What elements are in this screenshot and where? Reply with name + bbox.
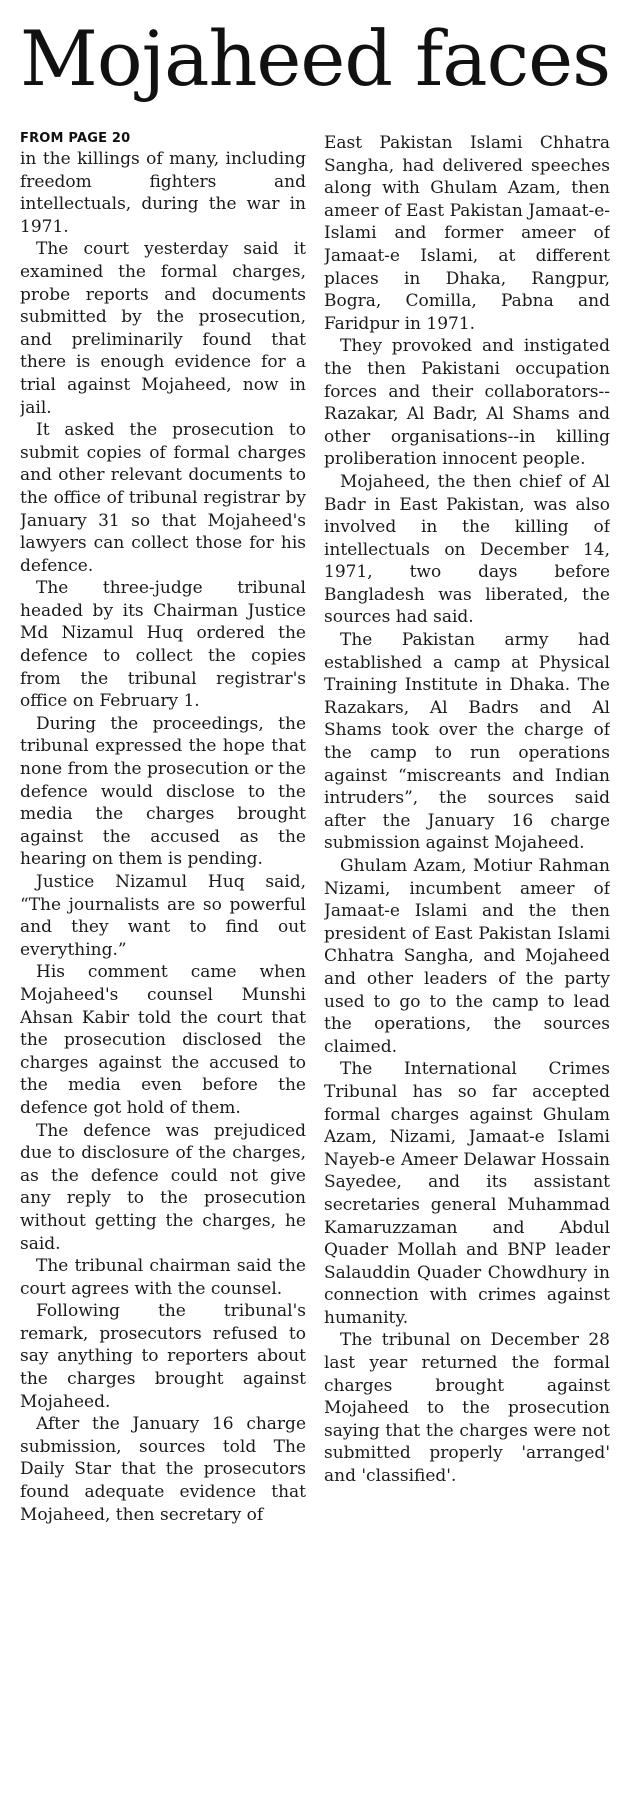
paragraph: East Pakistan Islami Chhatra Sangha, had delivered speeches along with Ghulam Azam, then ameer of East Pakistan Jamaat-e-Islami and former ameer of Jamaat-e Islami, at different places in Dhaka, Rangpur, Bogra, Comilla, Pabna and Faridpur in 1971. bbox=[324, 133, 610, 334]
paragraph: They provoked and instigated the then Pakistani occupation forces and their collaborators--Razakar, Al Badr, Al Shams and other organisations--in killing proliberation innocent people. bbox=[324, 336, 610, 470]
paragraph: The International Crimes Tribunal has so far accepted formal charges against Ghulam Azam, Nizami, Jamaat-e Islami Nayeb-e Ameer Delawar Hossain Sayedee, and its assistant secretaries general Muhammad Kamaruzzaman and Abdul Quader Mollah and BNP leader Salauddin Quader Chowdhury in connection with crimes against humanity. bbox=[324, 1059, 610, 1328]
article-body bbox=[20, 132, 610, 1792]
paragraph: Ghulam Azam, Motiur Rahman Nizami, incumbent ameer of Jamaat-e Islami and the then president of East Pakistan Islami Chhatra Sangha, and Mojaheed and other leaders of the party used to go to the camp to lead the operations, the sources claimed. bbox=[324, 856, 610, 1057]
paragraph: Mojaheed, the then chief of Al Badr in East Pakistan, was also involved in the killing of intellectuals on December 14, 1971, two days before Bangladesh was liberated, the sources had said. bbox=[324, 471, 610, 628]
paragraph: Justice Nizamul Huq said, “The journalists are so powerful and they want to find out everything.” bbox=[20, 872, 306, 960]
paragraph: The tribunal chairman said the court agrees with the counsel. bbox=[20, 1256, 306, 1299]
paragraph: The court yesterday said it examined the formal charges, probe reports and documents submitted by the prosecution, and preliminarily found that there is enough evidence for a trial against Mojaheed, now in jail. bbox=[20, 239, 306, 418]
paragraph: The Pakistan army had established a camp at Physical Training Institute in Dhaka. The Razakars, Al Badrs and Al Shams took over the charge of the camp to run operations against “miscreants and Indian intruders”, the sources said after the January 16 charge submission against Mojaheed. bbox=[324, 630, 610, 854]
headline: Mojaheed faces bbox=[20, 14, 611, 103]
paragraph: The tribunal on December 28 last year returned the formal charges brought against Mojaheed to the prosecution saying that the charges were not submitted properly 'arranged' and 'classified'. bbox=[324, 1330, 610, 1487]
paragraph: in the killings of many, including freedom fighters and intellectuals, during the war in 1971. bbox=[20, 149, 306, 237]
paragraph: It asked the prosecution to submit copies of formal charges and other relevant documents to the office of tribunal registrar by January 31 so that Mojaheed's lawyers can collect those for his defence. bbox=[20, 420, 306, 576]
paragraph: During the proceedings, the tribunal expressed the hope that none from the prosecution or the defence would disclose to the media the charges brought against the accused as the hearing on them is pending. bbox=[20, 713, 306, 870]
paragraph: The defence was prejudiced due to disclosure of the charges, as the defence could not give any reply to the prosecution without getting the charges, he said. bbox=[20, 1120, 306, 1254]
column-right bbox=[324, 132, 610, 1792]
paragraph: His comment came when Mojaheed's counsel Munshi Ahsan Kabir told the court that the prosecution disclosed the charges against the accused to the media even before the defence got hold of them. bbox=[20, 962, 306, 1118]
paragraph: After the January 16 charge submission, sources told The Daily Star that the prosecutors found adequate evidence that Mojaheed, then secretary of bbox=[20, 1414, 306, 1525]
column-left bbox=[20, 132, 306, 1792]
paragraph: Following the tribunal's remark, prosecutors refused to say anything to reporters about the charges brought against Mojaheed. bbox=[20, 1301, 306, 1412]
jump-line: FROM PAGE 20 bbox=[20, 132, 131, 146]
paragraph: The three-judge tribunal headed by its Chairman Justice Md Nizamul Huq ordered the defence to collect the copies from the tribunal registrar's office on February 1. bbox=[20, 578, 306, 712]
